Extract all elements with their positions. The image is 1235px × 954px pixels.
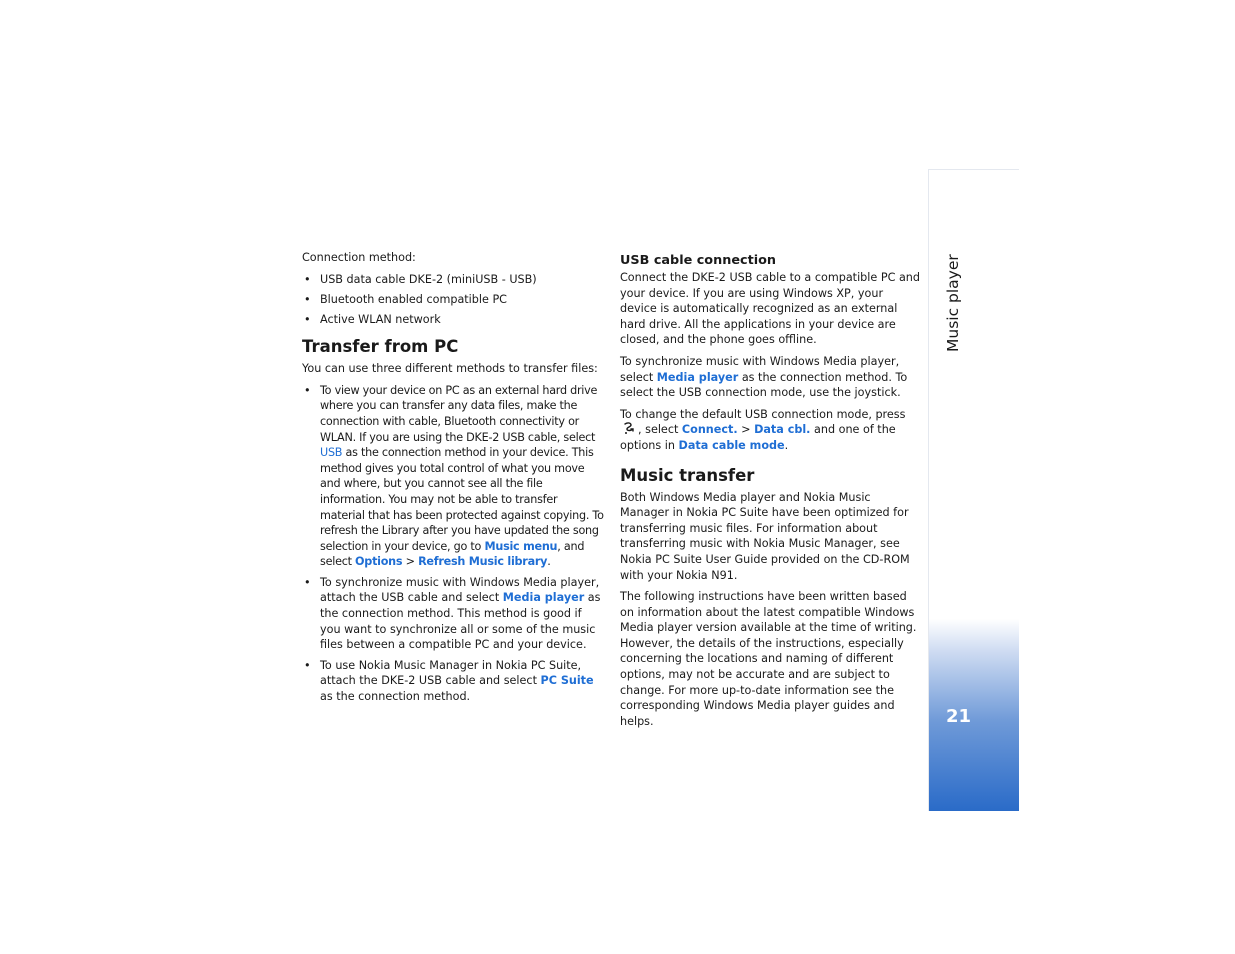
section-tab	[928, 169, 1019, 811]
connect-option: Connect.	[681, 423, 738, 437]
sync-paragraph: To synchronize music with Windows Media player, select Media player as the connection method. To select the USB connection mode, use the joystick.	[620, 354, 908, 400]
section-title: Music player	[944, 254, 962, 352]
connection-method-label: Connection method:	[302, 251, 416, 264]
data-cable-mode-option: Data cable mode	[678, 438, 785, 452]
media-player-option: Media player	[656, 370, 739, 384]
left-column	[302, 250, 604, 710]
transfer-methods-list	[302, 383, 604, 705]
change-mode-paragraph: To change the default USB connection mode, press , select Connect. > Data cbl. and one of the options in Data cable mode.	[620, 407, 906, 452]
usb-paragraph: Connect the DKE-2 USB cable to a compatible PC and your device. If you are using Windows XP, your device is automatically recognized as an external hard drive. All the applications in your device are closed, and the phone goes offline.	[620, 271, 920, 347]
music-paragraph-2: The following instructions have been written based on information about the latest compatible Windows Media player version available at the time of writing. However, the details of the instructions, especially concerning the locations and naming of different options, may not be accurate and are subject to change. For more up-to-date information see the corresponding Windows Media player guides and helps.	[620, 590, 917, 728]
list-item: • USB data cable DKE-2 (miniUSB - USB)	[302, 272, 604, 288]
music-transfer-heading: Music transfer	[620, 465, 755, 485]
data-cbl-option: Data cbl.	[754, 423, 811, 437]
right-column	[620, 250, 920, 735]
pc-suite-option: PC Suite	[540, 674, 594, 688]
list-item: • To view your device on PC as an external hard drive where you can transfer any data files, make the connection with cable, Bluetooth connectivity or WLAN. If you are using the DKE-2 USB cable, select USB as the connection method in your device. This method gives you total control of what you move and where, but you cannot see all the file information. You may not be able to transfer material that has been protected against copying. To refresh the Library after you have updated the song selection in your device, go to Music menu, and select Options > Refresh Music library.	[302, 383, 604, 570]
transfer-heading: Transfer from PC	[302, 337, 459, 357]
menu-key-icon	[622, 422, 636, 435]
list-item: • To synchronize music with Windows Media player, attach the USB cable and select Media player as the connection method. This method is good if you want to synchronize all or some of the music files between a compatible PC and your device.	[302, 575, 604, 653]
page-number: 21	[946, 706, 972, 727]
usb-option: USB	[320, 446, 343, 460]
music-menu-option: Music menu	[484, 539, 558, 553]
transfer-intro: You can use three different methods to transfer files:	[302, 362, 598, 376]
list-item: • To use Nokia Music Manager in Nokia PC Suite, attach the DKE-2 USB cable and select PC Suite as the connection method.	[302, 658, 604, 705]
connection-method-list	[302, 272, 604, 328]
list-item: • Active WLAN network	[302, 312, 604, 328]
refresh-library-option: Refresh Music library	[418, 555, 548, 569]
list-item: • Bluetooth enabled compatible PC	[302, 292, 604, 308]
music-paragraph-1: Both Windows Media player and Nokia Music Manager in Nokia PC Suite have been optimized for transferring music files. For information about transferring music with Nokia Music Manager, see Nokia PC Suite User Guide provided on the CD-ROM with your Nokia N91.	[620, 490, 910, 582]
options-option: Options	[355, 555, 403, 569]
media-player-option: Media player	[502, 591, 585, 605]
usb-heading: USB cable connection	[620, 253, 776, 268]
